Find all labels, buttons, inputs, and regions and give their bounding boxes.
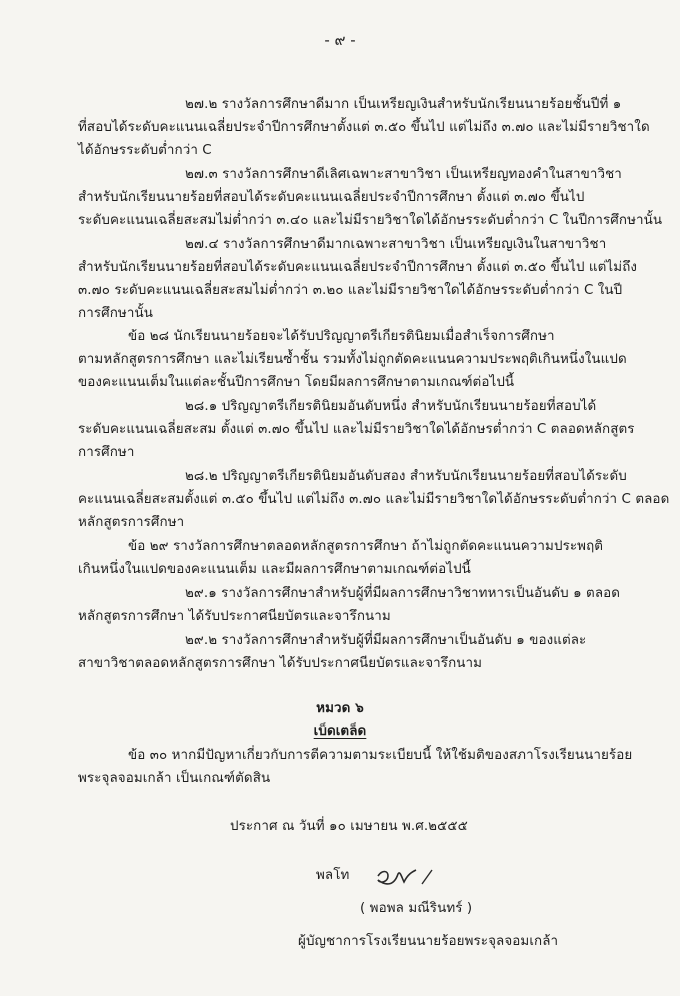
clause-28-2-line-3: หลักสูตรการศึกษา [78, 515, 185, 530]
clause-27-4-line-3: ๓.๗๐ ระดับคะแนนเฉลี่ยสะสมไม่ต่ำกว่า ๓.๒๐ และไม่มีรายวิชาใดได้อักษรระดับต่ำกว่า C ในปี [78, 283, 623, 298]
clause-27-2-line-1: ๒๗.๒ รางวัลการศึกษาดีมาก เป็นเหรียญเงินสำหรับนักเรียนนายร้อยชั้นปีที่ ๑ [185, 97, 622, 112]
article-30-line-2: พระจุลจอมเกล้า เป็นเกณฑ์ตัดสิน [78, 771, 271, 786]
clause-29-1-line-1: ๒๙.๑ รางวัลการศึกษาสำหรับผู้ที่มีผลการศึกษาวิชาทหารเป็นอันดับ ๑ ตลอด [185, 586, 621, 601]
clause-28-2-line-2: คะแนนเฉลี่ยสะสมตั้งแต่ ๓.๕๐ ขึ้นไป แต่ไม่ถึง ๓.๗๐ และไม่มีรายวิชาใดได้อักษรระดับต่ำกว่า C ตลอด [78, 492, 670, 507]
signer-rank: พลโท [316, 868, 350, 883]
clause-28-1-line-1: ๒๘.๑ ปริญญาตรีเกียรตินิยมอันดับหนึ่ง สำหรับนักเรียนนายร้อยที่สอบได้ [185, 399, 597, 414]
clause-29-2-line-2: สาขาวิชาตลอดหลักสูตรการศึกษา ได้รับประกาศนียบัตรและจารึกนาม [78, 656, 483, 671]
clause-29-2-line-1: ๒๙.๒ รางวัลการศึกษาสำหรับผู้ที่มีผลการศึกษาเป็นอันดับ ๑ ของแต่ละ [185, 633, 587, 648]
clause-27-4-line-1: ๒๗.๔ รางวัลการศึกษาดีมากเฉพาะสาขาวิชา เป็นเหรียญเงินในสาขาวิชา [185, 237, 607, 252]
article-29-line-2: เกินหนึ่งในแปดของคะแนนเต็ม และมีผลการศึกษาตามเกณฑ์ต่อไปนี้ [78, 562, 471, 577]
article-30-line-1: ข้อ ๓๐ หากมีปัญหาเกี่ยวกับการตีความตามระเบียบนี้ ให้ใช้มติของสภาโรงเรียนนายร้อย [128, 748, 633, 763]
page-number: - ๙ - [324, 31, 356, 49]
article-28-line-1: ข้อ ๒๘ นักเรียนนายร้อยจะได้รับปริญญาตรีเกียรตินิยมเมื่อสำเร็จการศึกษา [128, 329, 555, 344]
clause-27-2-line-2: ที่สอบได้ระดับคะแนนเฉลี่ยประจำปีการศึกษาตั้งแต่ ๓.๕๐ ขึ้นไป แต่ไม่ถึง ๓.๗๐ และไม่มีรายวิชาใด [78, 120, 650, 135]
clause-27-3-line-2: สำหรับนักเรียนนายร้อยที่สอบได้ระดับคะแนนเฉลี่ยประจำปีการศึกษา ตั้งแต่ ๓.๗๐ ขึ้นไป [78, 190, 585, 205]
clause-27-3-line-1: ๒๗.๓ รางวัลการศึกษาดีเลิศเฉพาะสาขาวิชา เป็นเหรียญทองคำในสาขาวิชา [185, 167, 622, 182]
chapter-title: เบ็ดเตล็ด [313, 724, 367, 739]
clause-29-1-line-2: หลักสูตรการศึกษา ได้รับประกาศนียบัตรและจารึกนาม [78, 609, 391, 624]
clause-27-2-line-3: ได้อักษรระดับต่ำกว่า C [78, 143, 212, 158]
clause-27-4-line-2: สำหรับนักเรียนนายร้อยที่สอบได้ระดับคะแนนเฉลี่ยประจำปีการศึกษา ตั้งแต่ ๓.๕๐ ขึ้นไป แต่ไม่ถึง [78, 260, 638, 275]
article-28-line-2: ตามหลักสูตรการศึกษา และไม่เรียนซ้ำชั้น รวมทั้งไม่ถูกตัดคะแนนความประพฤติเกินหนึ่งในแปด [78, 352, 627, 367]
article-29-line-1: ข้อ ๒๙ รางวัลการศึกษาตลอดหลักสูตรการศึกษา ถ้าไม่ถูกตัดคะแนนความประพฤติ [128, 539, 604, 554]
clause-27-3-line-3: ระดับคะแนนเฉลี่ยสะสมไม่ต่ำกว่า ๓.๔๐ และไม่มีรายวิชาใดได้อักษรระดับต่ำกว่า C ในปีการศึกษานั้น [78, 213, 663, 228]
clause-27-4-line-4: การศึกษานั้น [78, 306, 153, 321]
chapter-heading: หมวด ๖ [316, 701, 364, 716]
clause-28-1-line-2: ระดับคะแนนเฉลี่ยสะสม ตั้งแต่ ๓.๗๐ ขึ้นไป และไม่มีรายวิชาใดได้อักษรต่ำกว่า C ตลอดหลักสูตร [78, 422, 635, 437]
signer-name: ( พอพล มณีรินทร์ ) [360, 901, 473, 916]
article-28-line-3: ของคะแนนเต็มในแต่ละชั้นปีการศึกษา โดยมีผลการศึกษาตามเกณฑ์ต่อไปนี้ [78, 375, 515, 390]
announcement-date: ประกาศ ณ วันที่ ๑๐ เมษายน พ.ศ.๒๕๕๕ [230, 819, 468, 834]
clause-28-2-line-1: ๒๘.๒ ปริญญาตรีเกียรตินิยมอันดับสอง สำหรับนักเรียนนายร้อยที่สอบได้ระดับ [185, 469, 627, 484]
signer-position: ผู้บัญชาการโรงเรียนนายร้อยพระจุลจอมเกล้า [298, 934, 559, 949]
clause-28-1-line-3: การศึกษา [78, 445, 135, 460]
signature-image [372, 864, 442, 892]
